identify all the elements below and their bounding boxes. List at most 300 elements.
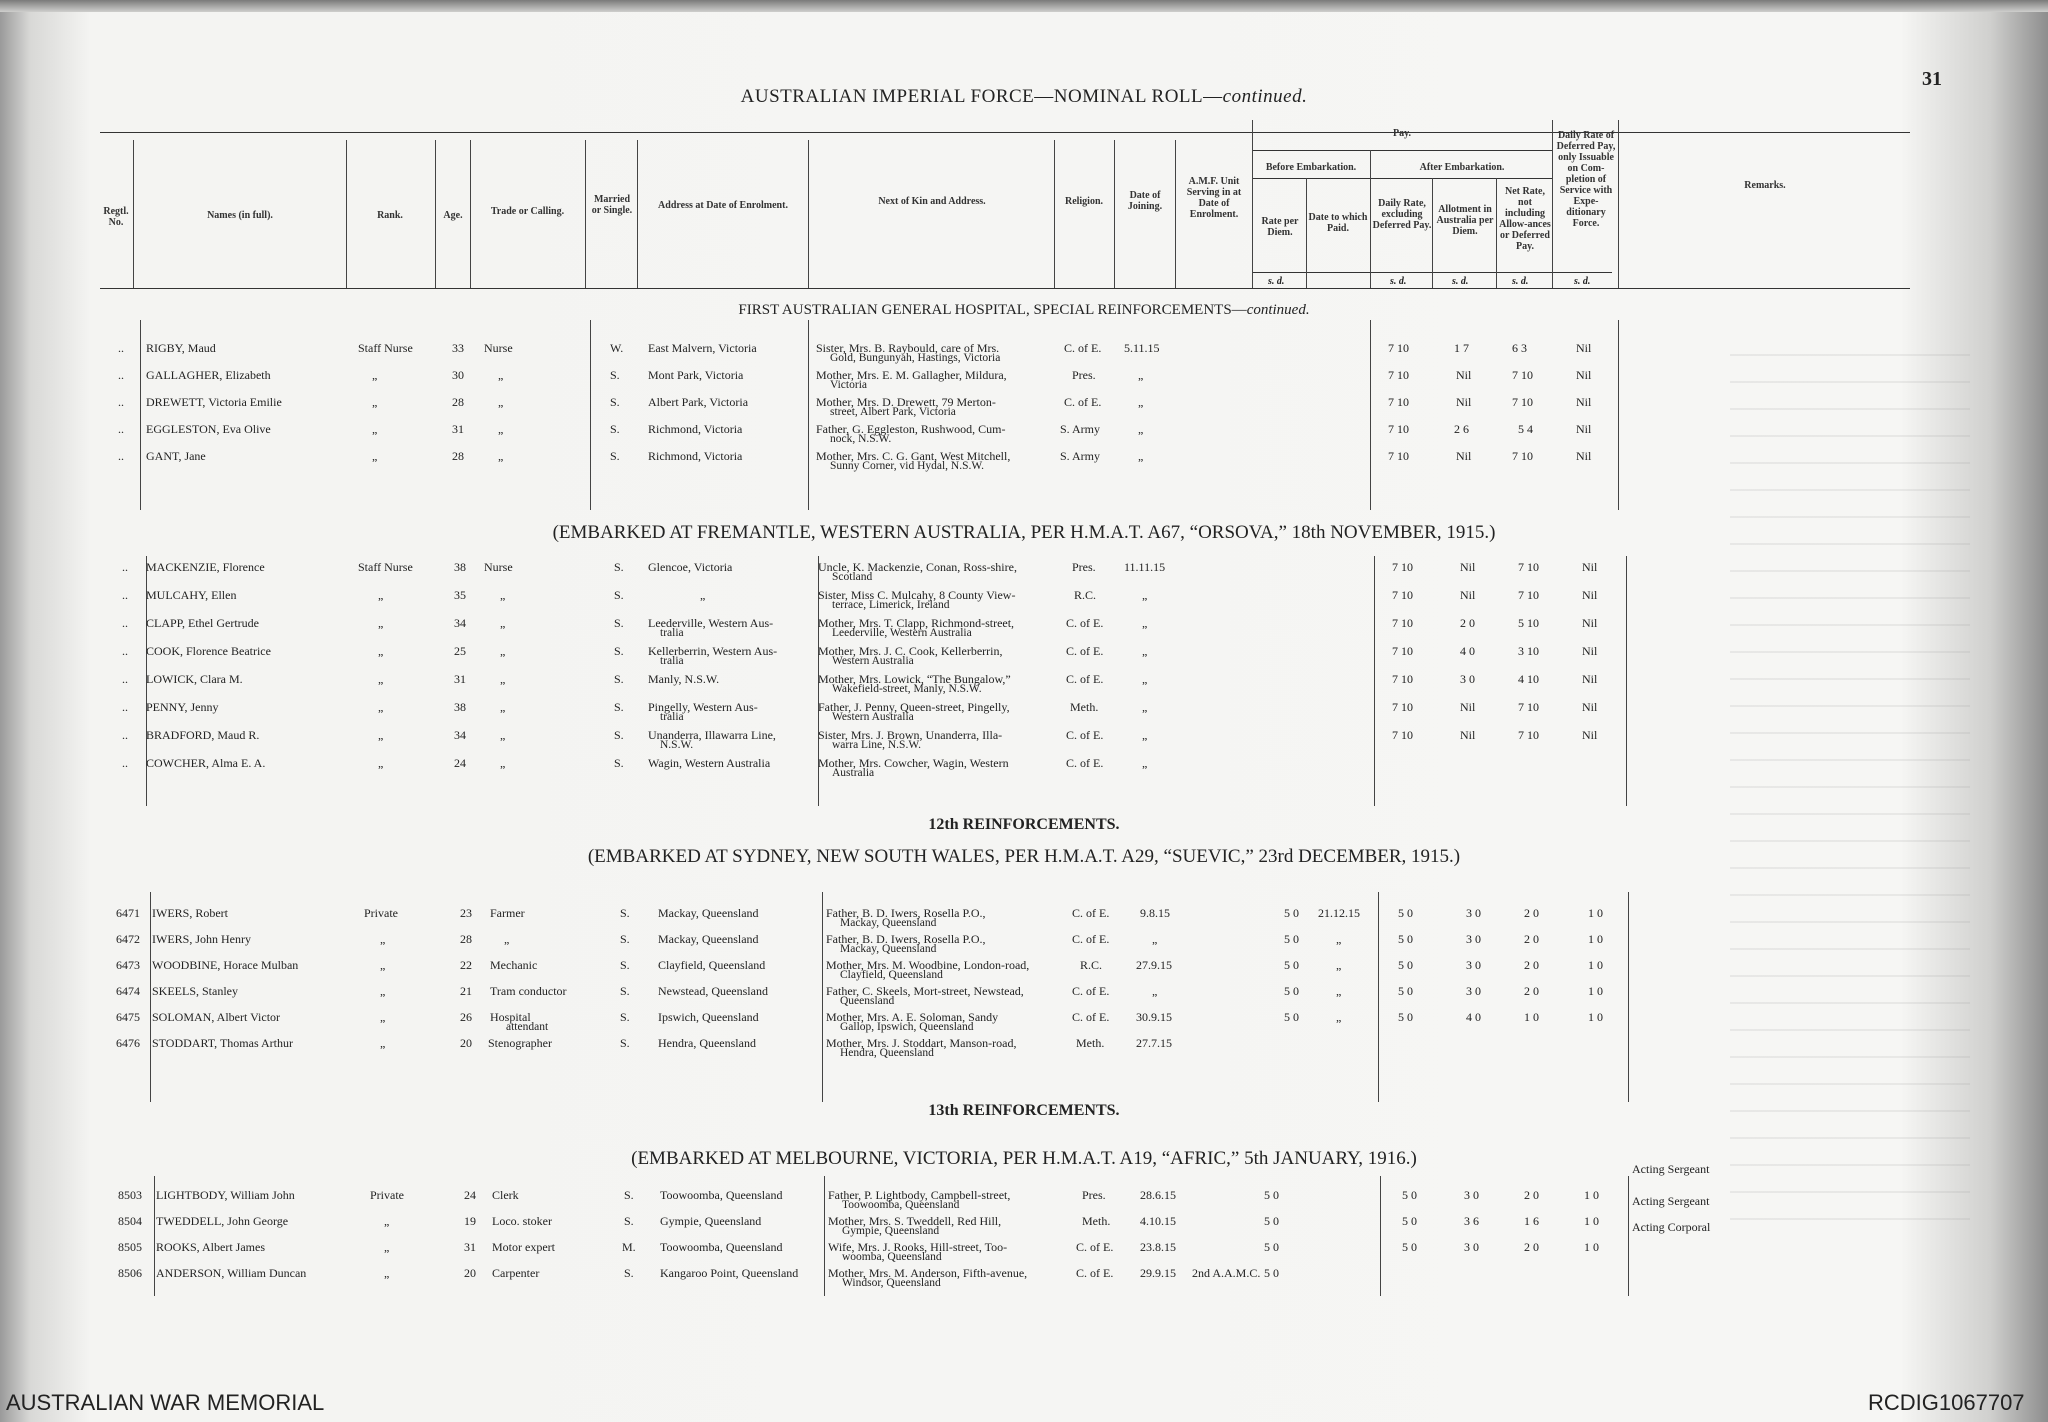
allotment: Nil <box>1460 588 1476 602</box>
next-of-kin: Mother, Mrs. M. Woodbine, London-road, <box>826 958 1030 972</box>
religion: Meth. <box>1082 1214 1111 1228</box>
header-religion: Religion. <box>1064 196 1104 207</box>
daily-rate: 7 10 <box>1392 644 1413 658</box>
age: 30 <box>452 368 464 382</box>
deferred-pay: 1 0 <box>1584 1188 1599 1202</box>
date-paid: „ <box>1336 932 1342 946</box>
regtl-no: .. <box>118 368 124 382</box>
allotment: 1 7 <box>1454 341 1469 355</box>
daily-rate: 7 10 <box>1392 728 1413 742</box>
daily-rate: 7 10 <box>1388 341 1409 355</box>
date-joining: „ <box>1152 932 1158 946</box>
trade: „ <box>500 588 506 602</box>
allotment: 3 0 <box>1466 984 1481 998</box>
next-of-kin: Wife, Mrs. J. Rooks, Hill-street, Too- <box>828 1240 1008 1254</box>
age: 35 <box>454 588 466 602</box>
table-row <box>0 1266 2048 1289</box>
header-married: Married or Single. <box>591 194 633 216</box>
unit-sd-daily: s. d. <box>1390 276 1407 287</box>
regtl-no: 6475 <box>116 1010 140 1024</box>
deferred-pay: Nil <box>1582 560 1598 574</box>
next-of-kin-line2: Leederville, Western Australia <box>832 627 972 639</box>
net-rate: 2 0 <box>1524 1240 1539 1254</box>
footer-institution: AUSTRALIAN WAR MEMORIAL <box>6 1390 325 1415</box>
deferred-pay: 1 0 <box>1588 958 1603 972</box>
regtl-no: .. <box>118 341 124 355</box>
daily-rate: 7 10 <box>1388 422 1409 436</box>
regtl-no: .. <box>122 672 128 686</box>
regtl-no: .. <box>118 395 124 409</box>
date-joining: 11.11.15 <box>1124 560 1166 574</box>
religion: R.C. <box>1074 588 1097 602</box>
header-deferred-pay: Daily Rate of Deferred Pay, only Issuable on Com-pletion of Service with Expe-ditionary Force. <box>1556 130 1616 229</box>
col-sep <box>808 140 809 288</box>
trade: Hospital <box>490 1010 531 1024</box>
date-joining: „ <box>1152 984 1158 998</box>
header-rate-per-diem: Rate per Diem. <box>1261 216 1299 238</box>
date-joining: 4.10.15 <box>1140 1214 1176 1228</box>
next-of-kin-line2: Gympie, Queensland <box>842 1225 940 1237</box>
date-paid: „ <box>1336 958 1342 972</box>
deferred-pay: Nil <box>1576 341 1592 355</box>
header-names: Names (in full). <box>207 210 273 221</box>
col-sep <box>1114 140 1115 288</box>
name: TWEDDELL, John George <box>156 1214 289 1228</box>
religion: C. of E. <box>1072 984 1110 998</box>
trade: „ <box>500 672 506 686</box>
rank: Staff Nurse <box>358 341 413 355</box>
trade: Nurse <box>484 560 513 574</box>
deferred-pay: Nil <box>1582 728 1598 742</box>
section-first-agh-text: FIRST AUSTRALIAN GENERAL HOSPITAL, SPECIAL REINFORCEMENTS— <box>738 302 1247 318</box>
rank: Staff Nurse <box>358 560 413 574</box>
religion: C. of E. <box>1066 616 1104 630</box>
net-rate: 1 6 <box>1524 1214 1539 1228</box>
date-joining: 28.6.15 <box>1140 1188 1176 1202</box>
remarks: Acting Sergeant <box>1632 1162 1710 1176</box>
name: ROOKS, Albert James <box>156 1240 265 1254</box>
trade: „ <box>498 368 504 382</box>
next-of-kin: Mother, Mrs. Cowcher, Wagin, Western <box>818 756 1009 770</box>
age: 21 <box>460 984 472 998</box>
date-joining: 27.7.15 <box>1136 1036 1172 1050</box>
religion: R.C. <box>1080 958 1103 972</box>
allotment: 3 0 <box>1466 958 1481 972</box>
net-rate: 7 10 <box>1518 560 1539 574</box>
name: IWERS, John Henry <box>152 932 251 946</box>
deferred-pay: Nil <box>1576 368 1592 382</box>
marital-status: S. <box>614 644 624 658</box>
age: 38 <box>454 700 466 714</box>
date-joining: 29.9.15 <box>1140 1266 1176 1280</box>
marital-status: S. <box>610 395 620 409</box>
date-joining: „ <box>1142 672 1148 686</box>
trade: Loco. stoker <box>492 1214 552 1228</box>
name: LIGHTBODY, William John <box>156 1188 295 1202</box>
trade: Farmer <box>490 906 525 920</box>
address: „ <box>700 588 706 602</box>
rank: „ <box>372 422 378 436</box>
daily-rate: 7 10 <box>1392 588 1413 602</box>
trade: Mechanic <box>490 958 538 972</box>
trade: „ <box>500 756 506 770</box>
age: 25 <box>454 644 466 658</box>
allotment: 3 6 <box>1464 1214 1479 1228</box>
col-sep <box>1618 120 1619 288</box>
allotment: Nil <box>1460 700 1476 714</box>
age: 20 <box>460 1036 472 1050</box>
header-age: Age. <box>443 210 463 221</box>
daily-rate: 5 0 <box>1402 1188 1417 1202</box>
religion: C. of E. <box>1066 644 1104 658</box>
date-joining: 5.11.15 <box>1124 341 1160 355</box>
col-sep <box>1370 150 1371 288</box>
rate-per-diem: 5 0 <box>1284 1010 1299 1024</box>
name: EGGLESTON, Eva Olive <box>146 422 271 436</box>
marital-status: S. <box>624 1188 634 1202</box>
rank: Private <box>370 1188 404 1202</box>
net-rate: 7 10 <box>1512 368 1533 382</box>
date-joining: „ <box>1138 422 1144 436</box>
header-daily-rate: Daily Rate, excluding Deferred Pay. <box>1372 198 1432 231</box>
net-rate: 2 0 <box>1524 984 1539 998</box>
allotment: Nil <box>1460 560 1476 574</box>
rate-per-diem: 5 0 <box>1284 958 1299 972</box>
date-joining: „ <box>1138 368 1144 382</box>
allotment: 3 0 <box>1466 932 1481 946</box>
header-before-embarkation: Before Embarkation. <box>1265 162 1357 173</box>
next-of-kin-line2: Scotland <box>832 571 873 583</box>
regtl-no: .. <box>118 422 124 436</box>
regtl-no: 8505 <box>118 1240 142 1254</box>
regtl-no: 6476 <box>116 1036 140 1050</box>
next-of-kin: Mother, Mrs. T. Clapp, Richmond-street, <box>818 616 1015 630</box>
allotment: Nil <box>1456 395 1472 409</box>
unit-sd-allotment: s. d. <box>1452 276 1469 287</box>
next-of-kin: Mother, Mrs. D. Drewett, 79 Merton- <box>816 395 996 409</box>
allotment: Nil <box>1456 449 1472 463</box>
net-rate: 2 0 <box>1524 1188 1539 1202</box>
daily-rate: 5 0 <box>1398 984 1413 998</box>
next-of-kin-line2: Wakefield-street, Manly, N.S.W. <box>832 683 982 695</box>
allotment: 4 0 <box>1460 644 1475 658</box>
col-sep <box>435 140 436 288</box>
age: 23 <box>460 906 472 920</box>
allotment: 2 6 <box>1454 422 1469 436</box>
regtl-no: .. <box>122 700 128 714</box>
religion: C. of E. <box>1064 395 1102 409</box>
next-of-kin: Father, J. Penny, Queen-street, Pingelly, <box>818 700 1010 714</box>
address: Unanderra, Illawarra Line, <box>648 728 776 742</box>
trade: „ <box>498 395 504 409</box>
age: 34 <box>454 616 466 630</box>
rank: „ <box>380 932 386 946</box>
remarks: Acting Corporal <box>1632 1220 1711 1234</box>
daily-rate: 5 0 <box>1398 1010 1413 1024</box>
rank: Private <box>364 906 398 920</box>
unit-sd-net: s. d. <box>1512 276 1529 287</box>
date-joining: „ <box>1142 616 1148 630</box>
net-rate: 3 10 <box>1518 644 1539 658</box>
next-of-kin-line2: Sunny Corner, vid Hydal, N.S.W. <box>830 460 985 472</box>
marital-status: S. <box>614 728 624 742</box>
date-joining: „ <box>1142 644 1148 658</box>
date-joining: „ <box>1142 756 1148 770</box>
next-of-kin: Mother, Mrs. J. Stoddart, Manson-road, <box>826 1036 1017 1050</box>
next-of-kin-line2: Gold, Bungunyah, Hastings, Victoria <box>830 352 1001 364</box>
religion: Meth. <box>1076 1036 1105 1050</box>
header-allotment: Allotment in Australia per Diem. <box>1436 204 1494 237</box>
religion: C. of E. <box>1064 341 1102 355</box>
rank: „ <box>380 958 386 972</box>
religion: C. of E. <box>1072 906 1110 920</box>
unit-sd-rate: s. d. <box>1268 276 1285 287</box>
next-of-kin: Father, B. D. Iwers, Rosella P.O., <box>826 906 986 920</box>
rank: „ <box>380 1010 386 1024</box>
religion: C. of E. <box>1066 728 1104 742</box>
header-regtl-no: Regtl. No. <box>103 206 129 228</box>
regtl-no: .. <box>118 449 124 463</box>
date-joining: „ <box>1142 700 1148 714</box>
header-top-rule <box>100 132 1910 133</box>
daily-rate: 7 10 <box>1388 395 1409 409</box>
deferred-pay: Nil <box>1582 672 1598 686</box>
remarks: Acting Sergeant <box>1632 1194 1710 1208</box>
marital-status: S. <box>614 672 624 686</box>
next-of-kin-line2: Hendra, Queensland <box>840 1047 934 1059</box>
marital-status: S. <box>614 560 624 574</box>
rank: „ <box>378 756 384 770</box>
col-sep <box>1175 140 1176 288</box>
rate-per-diem: 5 0 <box>1284 906 1299 920</box>
next-of-kin-line2: warra Line, N.S.W. <box>832 739 921 751</box>
deferred-pay: Nil <box>1582 644 1598 658</box>
name: COOK, Florence Beatrice <box>146 644 271 658</box>
address: Gympie, Queensland <box>660 1214 762 1228</box>
date-paid: 21.12.15 <box>1318 906 1360 920</box>
regtl-no: .. <box>122 616 128 630</box>
trade: „ <box>498 422 504 436</box>
religion: C. of E. <box>1072 1010 1110 1024</box>
col-sep <box>470 140 471 288</box>
next-of-kin-line2: Mackay, Queensland <box>840 943 937 955</box>
name: MULCAHY, Ellen <box>146 588 237 602</box>
marital-status: S. <box>620 984 630 998</box>
deferred-pay: 1 0 <box>1588 906 1603 920</box>
next-of-kin: Uncle, K. Mackenzie, Conan, Ross-shire, <box>818 560 1017 574</box>
section-first-agh <box>0 302 2048 319</box>
religion: C. of E. <box>1066 672 1104 686</box>
net-rate: 5 10 <box>1518 616 1539 630</box>
religion: Pres. <box>1072 368 1096 382</box>
marital-status: S. <box>620 958 630 972</box>
next-of-kin: Mother, Mrs. C. G. Gant, West Mitchell, <box>816 449 1011 463</box>
rate-per-diem: 5 0 <box>1264 1240 1279 1254</box>
next-of-kin: Father, G. Eggleston, Rushwood, Cum- <box>816 422 1006 436</box>
date-joining: „ <box>1142 588 1148 602</box>
regtl-no: .. <box>122 756 128 770</box>
marital-status: S. <box>620 1010 630 1024</box>
trade: Stenographer <box>488 1036 552 1050</box>
name: GANT, Jane <box>146 449 206 463</box>
net-rate: 7 10 <box>1512 449 1533 463</box>
name: RIGBY, Maud <box>146 341 216 355</box>
next-of-kin-line2: Clayfield, Queensland <box>840 969 943 981</box>
page-title-suffix: continued. <box>1222 86 1308 107</box>
rate-per-diem: 5 0 <box>1264 1266 1279 1280</box>
net-rate: 7 10 <box>1512 395 1533 409</box>
rate-per-diem: 5 0 <box>1284 984 1299 998</box>
regtl-no: 6472 <box>116 932 140 946</box>
deferred-pay: Nil <box>1582 616 1598 630</box>
header-date-paid: Date to which Paid. <box>1308 212 1368 234</box>
address: Manly, N.S.W. <box>648 672 720 686</box>
religion: Meth. <box>1070 700 1099 714</box>
trade-line2: attendant <box>506 1021 549 1033</box>
age: 33 <box>452 341 464 355</box>
address: Richmond, Victoria <box>648 449 743 463</box>
scan-top-edge <box>0 0 2048 12</box>
regtl-no: 8503 <box>118 1188 142 1202</box>
net-rate: 2 0 <box>1524 906 1539 920</box>
marital-status: S. <box>614 756 624 770</box>
date-joining: „ <box>1138 449 1144 463</box>
col-sep <box>1306 178 1307 288</box>
net-rate: 4 10 <box>1518 672 1539 686</box>
next-of-kin: Mother, Mrs. S. Tweddell, Red Hill, <box>828 1214 1002 1228</box>
name: WOODBINE, Horace Mulban <box>152 958 299 972</box>
next-of-kin-line2: Toowoomba, Queensland <box>842 1199 960 1211</box>
address: Ipswich, Queensland <box>658 1010 759 1024</box>
next-of-kin: Mother, Mrs. Lowick, “The Bungalow,” <box>818 672 1011 686</box>
daily-rate: 5 0 <box>1402 1214 1417 1228</box>
header-remarks: Remarks. <box>1744 180 1786 191</box>
date-paid: „ <box>1336 1010 1342 1024</box>
name: GALLAGHER, Elizabeth <box>146 368 271 382</box>
rank: „ <box>378 728 384 742</box>
section-orsova: (EMBARKED AT FREMANTLE, WESTERN AUSTRALIA, PER H.M.A.T. A67, “ORSOVA,” 18th NOVEMBER, 1915.) <box>552 522 1496 543</box>
regtl-no: .. <box>122 560 128 574</box>
address: Clayfield, Queensland <box>658 958 766 972</box>
age: 28 <box>460 932 472 946</box>
next-of-kin-line2: terrace, Limerick, Ireland <box>832 599 950 611</box>
deferred-pay: 1 0 <box>1588 932 1603 946</box>
header-address: Address at Date of Enrolment. <box>658 200 788 211</box>
page-title <box>0 86 2048 108</box>
allotment: Nil <box>1460 728 1476 742</box>
deferred-pay: Nil <box>1582 588 1598 602</box>
address: Albert Park, Victoria <box>648 395 749 409</box>
next-of-kin: Father, B. D. Iwers, Rosella P.O., <box>826 932 986 946</box>
name: MACKENZIE, Florence <box>146 560 265 574</box>
col-sep <box>1496 178 1497 288</box>
header-trade: Trade or Calling. <box>490 206 565 217</box>
rate-per-diem: 5 0 <box>1284 932 1299 946</box>
deferred-pay: 1 0 <box>1588 984 1603 998</box>
header-date-joining: Date of Joining. <box>1127 190 1163 212</box>
next-of-kin-line2: Victoria <box>830 379 867 391</box>
age: 20 <box>464 1266 476 1280</box>
rank: „ <box>372 368 378 382</box>
daily-rate: 5 0 <box>1398 932 1413 946</box>
allotment: 3 0 <box>1466 906 1481 920</box>
col-sep <box>133 140 134 288</box>
trade: „ <box>500 616 506 630</box>
address: Hendra, Queensland <box>658 1036 756 1050</box>
trade: „ <box>504 932 510 946</box>
regtl-no: .. <box>122 588 128 602</box>
rank: „ <box>372 395 378 409</box>
date-joining: 9.8.15 <box>1140 906 1170 920</box>
marital-status: S. <box>620 906 630 920</box>
age: 31 <box>454 672 466 686</box>
next-of-kin: Mother, Mrs. M. Anderson, Fifth-avenue, <box>828 1266 1028 1280</box>
daily-rate: 5 0 <box>1402 1240 1417 1254</box>
daily-rate: 7 10 <box>1392 616 1413 630</box>
marital-status: S. <box>624 1266 634 1280</box>
bleed-through-text <box>1730 340 1970 1240</box>
daily-rate: 7 10 <box>1388 449 1409 463</box>
age: 24 <box>464 1188 476 1202</box>
marital-status: S. <box>614 700 624 714</box>
next-of-kin: Mother, Mrs. J. C. Cook, Kellerberrin, <box>818 644 1003 658</box>
address: Richmond, Victoria <box>648 422 743 436</box>
next-of-kin-line2: Australia <box>832 767 875 779</box>
date-joining: 27.9.15 <box>1136 958 1172 972</box>
age: 19 <box>464 1214 476 1228</box>
next-of-kin-line2: Windsor, Queensland <box>842 1277 941 1289</box>
marital-status: W. <box>610 341 624 355</box>
date-paid: „ <box>1336 984 1342 998</box>
col-sep <box>585 140 586 288</box>
age: 34 <box>454 728 466 742</box>
net-rate: 7 10 <box>1518 588 1539 602</box>
name: STODDART, Thomas Arthur <box>152 1036 293 1050</box>
age: 26 <box>460 1010 472 1024</box>
embarkation-subheader-rule <box>1252 178 1552 179</box>
rate-per-diem: 5 0 <box>1264 1188 1279 1202</box>
address: Newstead, Queensland <box>658 984 768 998</box>
header-rank: Rank. <box>377 210 403 221</box>
allotment: 3 0 <box>1464 1188 1479 1202</box>
allotment: 3 0 <box>1460 672 1475 686</box>
name: DREWETT, Victoria Emilie <box>146 395 282 409</box>
address: Pingelly, Western Aus- <box>648 700 758 714</box>
religion: Pres. <box>1082 1188 1106 1202</box>
name: ANDERSON, William Duncan <box>156 1266 307 1280</box>
trade: Carpenter <box>492 1266 540 1280</box>
religion: Pres. <box>1072 560 1096 574</box>
age: 22 <box>460 958 472 972</box>
net-rate: 2 0 <box>1524 932 1539 946</box>
col-sep <box>346 140 347 288</box>
header-net-rate: Net Rate, not including Allow-ances or Deferred Pay. <box>1499 186 1551 252</box>
header-next-of-kin: Next of Kin and Address. <box>878 196 986 207</box>
col-sep <box>1552 120 1553 288</box>
net-rate: 6 3 <box>1512 341 1527 355</box>
col-sep <box>1252 120 1253 288</box>
name: BRADFORD, Maud R. <box>146 728 260 742</box>
section-12th-reinforcements: 12th REINFORCEMENTS. <box>928 816 1120 833</box>
trade: Clerk <box>492 1188 519 1202</box>
address: Mackay, Queensland <box>658 932 759 946</box>
next-of-kin: Sister, Mrs. J. Brown, Unanderra, Illa- <box>818 728 1003 742</box>
age: 38 <box>454 560 466 574</box>
allotment: Nil <box>1456 368 1472 382</box>
header-pay: Pay. <box>1392 128 1412 139</box>
deferred-pay: 1 0 <box>1584 1240 1599 1254</box>
net-rate: 7 10 <box>1518 700 1539 714</box>
